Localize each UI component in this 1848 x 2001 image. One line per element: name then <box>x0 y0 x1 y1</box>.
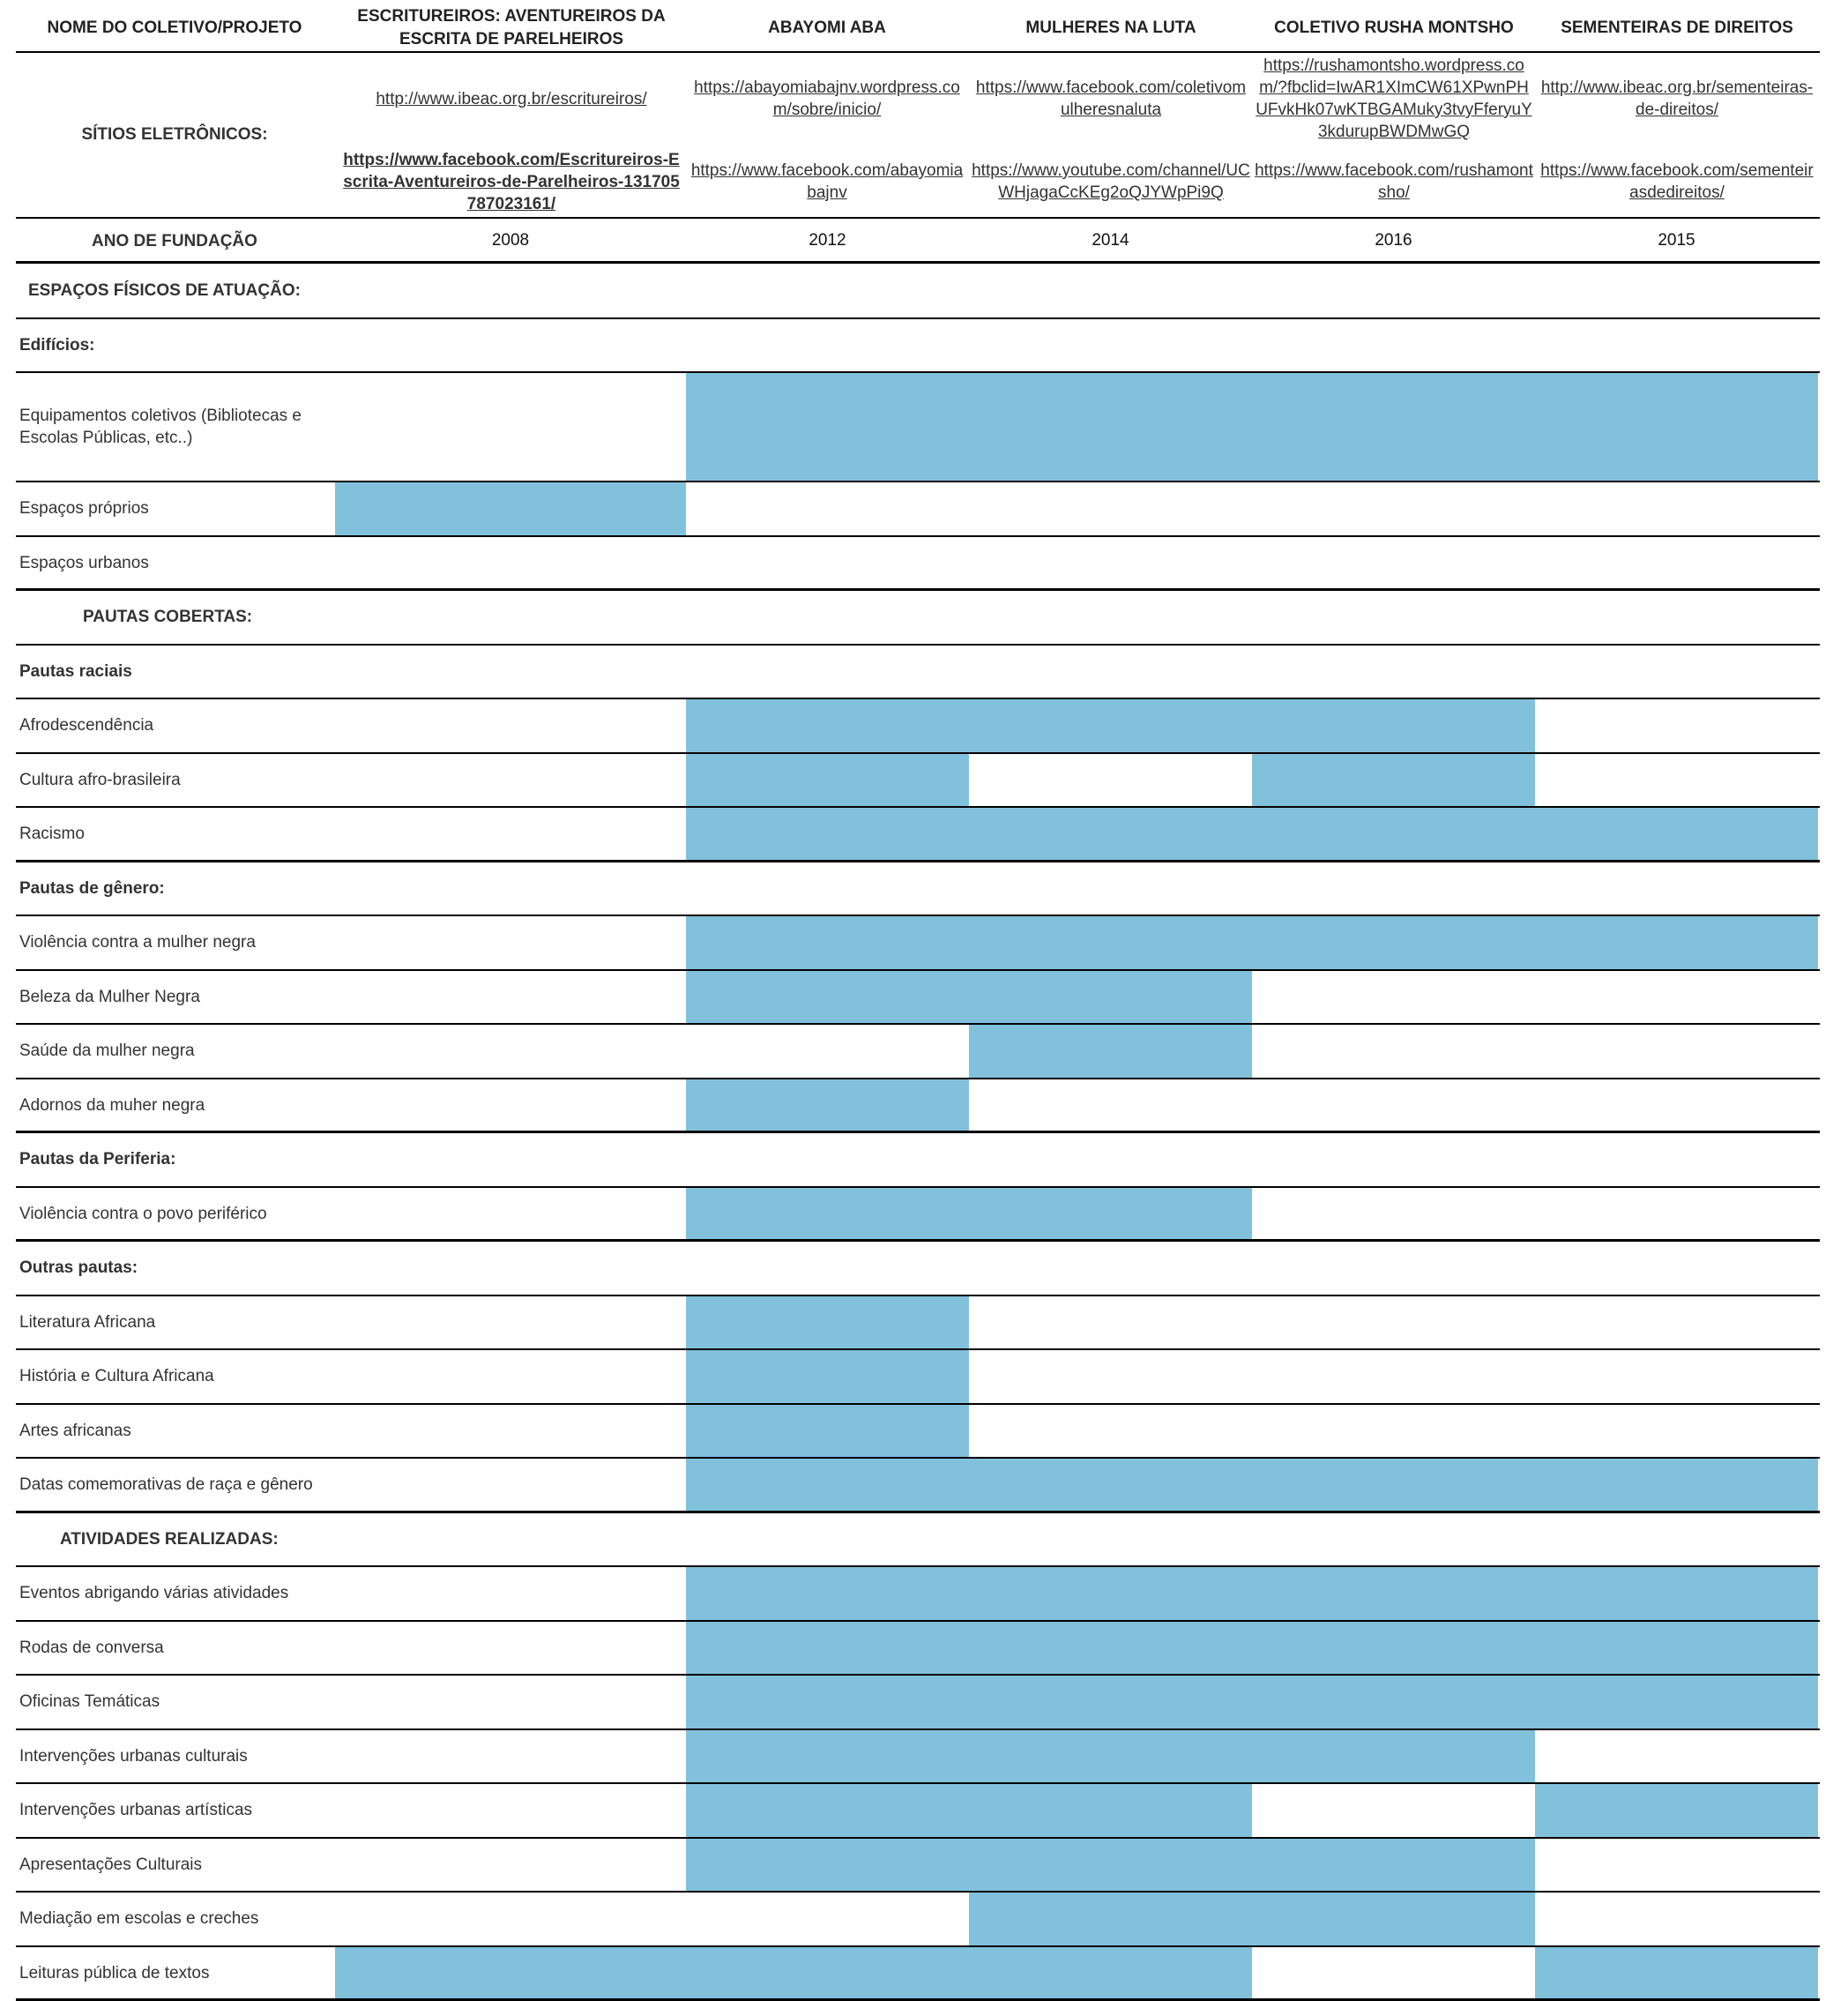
header-collective-3: COLETIVO RUSHA MONTSHO <box>1274 19 1514 37</box>
row-label: Espaços urbanos <box>19 553 149 572</box>
row-label: Intervenções urbanas culturais <box>19 1746 248 1766</box>
row-label: Rodas de conversa <box>19 1638 164 1657</box>
coverage-cell <box>1252 1459 1535 1512</box>
row-label: Espaços próprios <box>19 499 149 519</box>
coverage-cell <box>686 1188 969 1241</box>
row-label: Leituras pública de textos <box>19 1963 210 1982</box>
coverage-cell <box>1535 808 1818 861</box>
row-label: Equipamentos coletivos (Bibliotecas e Escolas Públicas, etc..) <box>19 407 302 447</box>
site-link-rusha-2[interactable]: https://www.facebook.com/rushamontsho/ <box>1255 161 1533 202</box>
row-label: Adornos da muher negra <box>19 1095 205 1115</box>
coverage-cell <box>1535 1459 1818 1512</box>
coverage-cell <box>1535 373 1818 481</box>
site-link-mulheres-2[interactable]: https://www.youtube.com/channel/UCWHjagaCcKEg2oQJYWpPi9Q <box>972 161 1250 202</box>
row-label: Cultura afro-brasileira <box>19 770 181 789</box>
coverage-cell <box>1252 1676 1535 1728</box>
coverage-cell <box>969 916 1252 969</box>
founding-year-0: 2008 <box>491 231 530 250</box>
divider-header <box>16 51 1820 53</box>
coverage-cell <box>686 1567 969 1620</box>
coverage-cell <box>1535 916 1818 969</box>
coverage-cell <box>686 754 969 807</box>
coverage-cell <box>1252 1622 1535 1675</box>
coverage-cell <box>969 699 1252 752</box>
coverage-cell <box>969 1567 1252 1620</box>
site-link-abayomi-1[interactable]: https://abayomiabajnv.wordpress.com/sobre/inicio/ <box>694 78 960 119</box>
site-link-escritureiros-2[interactable]: https://www.facebook.com/Escritureiros-Escrita-Aventureiros-de-Parelheiros-131705787023161/ <box>343 150 680 213</box>
coverage-cell <box>686 1784 969 1837</box>
coverage-cell <box>686 1676 969 1728</box>
coverage-cell <box>969 1839 1252 1892</box>
site-link-sementeiras-2[interactable]: https://www.facebook.com/sementeirasdedireitos/ <box>1540 161 1814 202</box>
coverage-cell <box>1535 1622 1818 1675</box>
site-link-sementeiras-1[interactable]: http://www.ibeac.org.br/sementeiras-de-direitos/ <box>1540 78 1814 119</box>
section-title: ATIVIDADES REALIZADAS: <box>60 1529 279 1549</box>
coverage-cell <box>969 1188 1252 1241</box>
coverage-cell <box>969 1676 1252 1728</box>
coverage-cell <box>335 482 686 535</box>
section-title: PAUTAS COBERTAS: <box>83 608 253 627</box>
coverage-cell <box>1535 1567 1818 1620</box>
row-label: Saúde da mulher negra <box>19 1042 195 1061</box>
row-label: Literatura Africana <box>19 1312 156 1332</box>
coverage-cell <box>686 1730 969 1783</box>
coverage-cell <box>686 1839 969 1892</box>
coverage-cell <box>969 1784 1252 1837</box>
row-label: Apresentações Culturais <box>19 1855 202 1874</box>
site-link-rusha-1[interactable]: https://rushamontsho.wordpress.com/?fbclid=IwAR1XImCW61XPwnPHUFvkHk07wKTBGAMuky3tvyFferyuY3kdurupBWDMwGQ <box>1256 56 1532 141</box>
group-title: Outras pautas: <box>19 1258 138 1278</box>
row-label: Beleza da Mulher Negra <box>19 987 200 1006</box>
coverage-cell <box>686 916 969 969</box>
coverage-cell <box>686 1296 969 1349</box>
founding-label: ANO DE FUNDAÇÃO <box>92 231 257 250</box>
coverage-cell <box>1252 754 1535 807</box>
founding-year-1: 2012 <box>808 231 846 250</box>
founding-year-4: 2015 <box>1658 231 1695 250</box>
row-label: Datas comemorativas de raça e gênero <box>19 1475 313 1495</box>
site-link-mulheres-1[interactable]: https://www.facebook.com/coletivomulheresnaluta <box>975 78 1247 119</box>
coverage-cell <box>969 1622 1252 1675</box>
coverage-cell <box>686 1405 969 1458</box>
coverage-cell <box>969 1947 1252 2000</box>
coverage-cell <box>969 1893 1252 1945</box>
founding-year-3: 2016 <box>1375 231 1412 250</box>
row-label: Oficinas Temáticas <box>19 1692 160 1712</box>
header-collective-0: ESCRITUREIROS: AVENTUREIROS DA ESCRITA DE PARELHEIROS <box>357 7 666 49</box>
row-label: Artes africanas <box>19 1421 131 1440</box>
row-label: Intervenções urbanas artísticas <box>19 1801 253 1820</box>
coverage-cell <box>969 1025 1252 1078</box>
coverage-cell <box>686 1459 969 1512</box>
coverage-cell <box>1252 808 1535 861</box>
group-title: Pautas da Periferia: <box>19 1150 176 1169</box>
sites-label: SÍTIOS ELETRÔNICOS: <box>81 124 268 144</box>
coverage-cell <box>969 808 1252 861</box>
group-title: Edifícios: <box>19 335 95 355</box>
site-link-abayomi-2[interactable]: https://www.facebook.com/abayomiabajnv <box>690 161 964 202</box>
coverage-cell <box>686 1350 969 1403</box>
coverage-cell <box>969 373 1252 481</box>
coverage-cell <box>686 1622 969 1675</box>
coverage-cell <box>686 1079 969 1132</box>
header-collective-1: ABAYOMI ABA <box>768 19 886 37</box>
divider-sites <box>16 217 1820 219</box>
row-label: Eventos abrigando várias atividades <box>19 1584 289 1603</box>
coverage-cell <box>335 1947 686 2000</box>
row-label: Mediação em escolas e creches <box>19 1909 259 1929</box>
founding-year-2: 2014 <box>1092 231 1129 250</box>
header-label: NOME DO COLETIVO/PROJETO <box>47 19 302 37</box>
coverage-cell <box>686 699 969 752</box>
coverage-cell <box>1252 1839 1535 1892</box>
coverage-cell <box>686 971 969 1024</box>
row-label: Racismo <box>19 825 85 844</box>
coverage-cell <box>1535 1784 1818 1837</box>
coverage-cell <box>1252 373 1535 481</box>
coverage-cell <box>1252 1893 1535 1945</box>
header-collective-4: SEMENTEIRAS DE DIREITOS <box>1561 19 1793 37</box>
site-link-escritureiros-1[interactable]: http://www.ibeac.org.br/escritureiros/ <box>376 89 647 108</box>
coverage-cell <box>686 373 969 481</box>
coverage-cell <box>969 1459 1252 1512</box>
coverage-cell <box>686 1947 969 2000</box>
row-label: História e Cultura Africana <box>19 1367 214 1386</box>
coverage-cell <box>1535 1947 1818 2000</box>
coverage-cell <box>969 1730 1252 1783</box>
coverage-cell <box>686 808 969 861</box>
group-title: Pautas raciais <box>19 661 132 681</box>
coverage-cell <box>969 971 1252 1024</box>
coverage-cell <box>1252 916 1535 969</box>
coverage-cell <box>1252 1730 1535 1783</box>
header-collective-2: MULHERES NA LUTA <box>1025 19 1196 37</box>
group-title: Pautas de gênero: <box>19 878 165 898</box>
coverage-cell <box>1252 1567 1535 1620</box>
row-label: Violência contra o povo periférico <box>19 1204 267 1223</box>
coverage-cell <box>1535 1676 1818 1728</box>
row-label: Violência contra a mulher negra <box>19 933 256 952</box>
row-label: Afrodescendência <box>19 716 154 735</box>
section-title: ESPAÇOS FÍSICOS DE ATUAÇÃO: <box>28 281 301 301</box>
coverage-cell <box>1252 699 1535 752</box>
